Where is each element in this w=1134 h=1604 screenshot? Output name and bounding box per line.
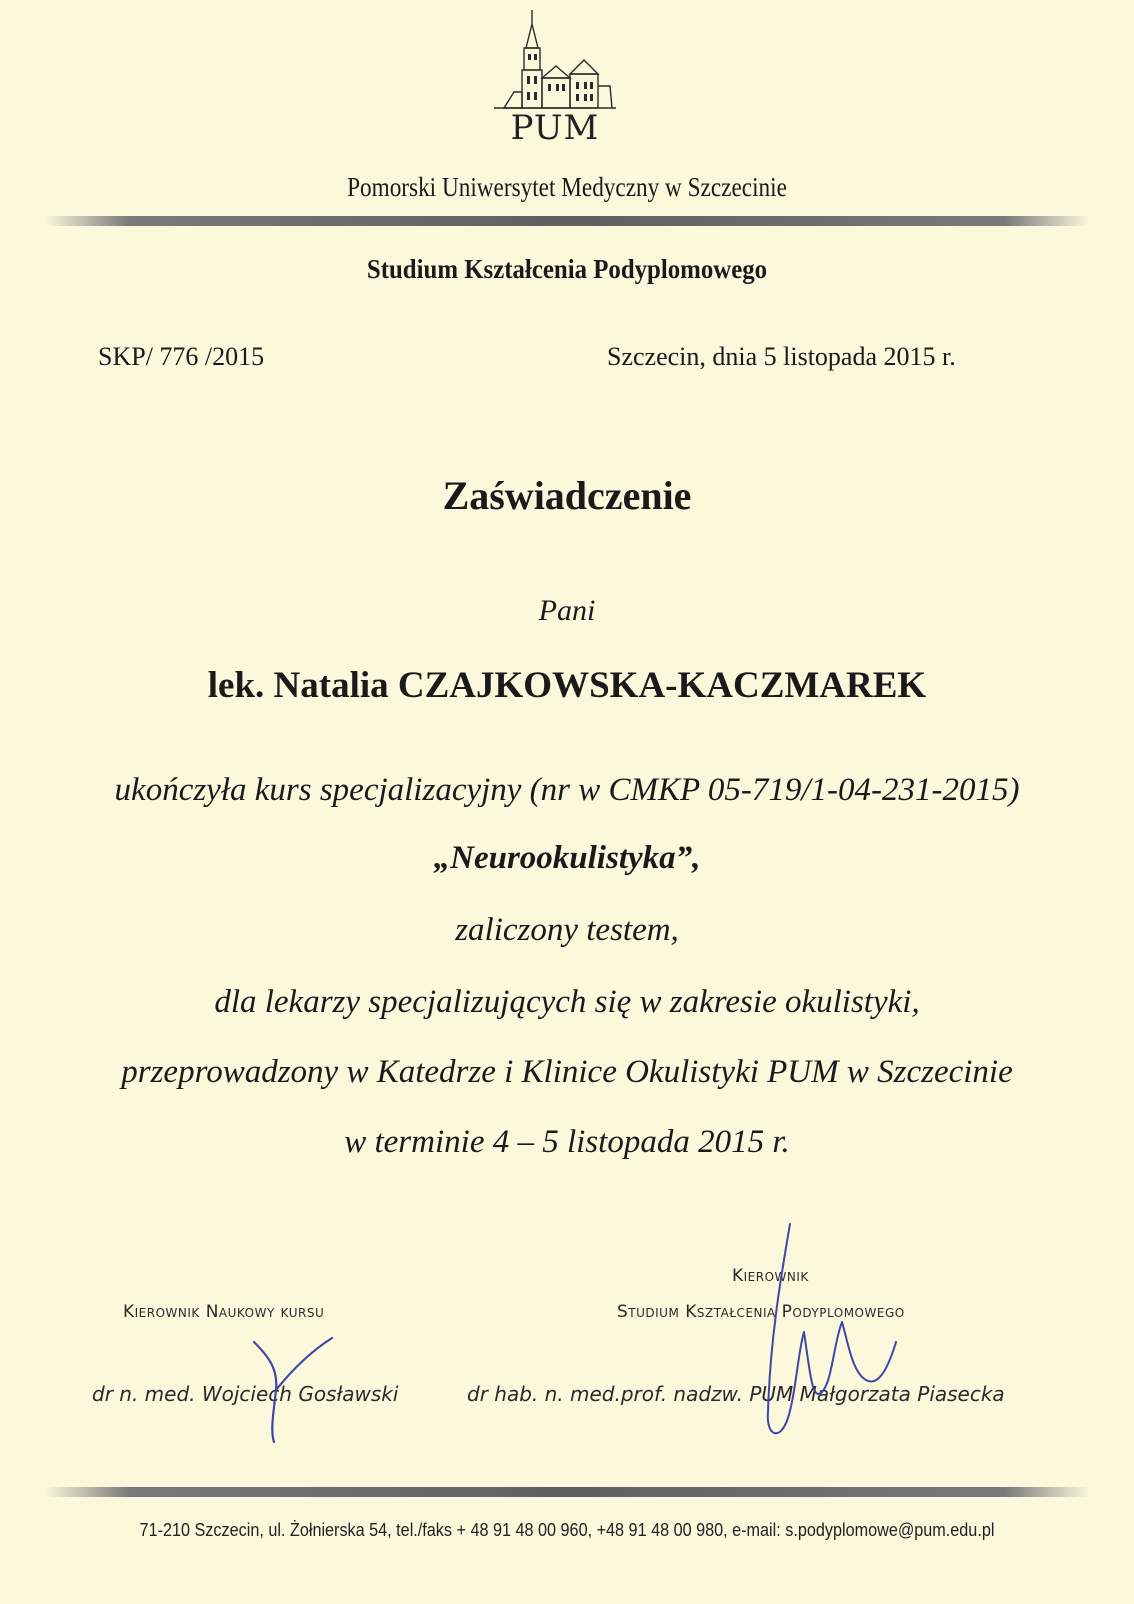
- body-line-course: ukończyła kurs specjalizacyjny (nr w CMKP 05-719/1-04-231-2015): [114, 772, 1020, 808]
- footer-contact: 71-210 Szczecin, ul. Żołnierska 54, tel./faks + 48 91 48 00 960, +48 91 48 00 980, e-mail: s.podyplomowe@pum.edu.pl: [139, 1520, 995, 1540]
- place-and-date: Szczecin, dnia 5 listopada 2015 r.: [607, 342, 956, 371]
- logo-wordmark: PUM: [510, 108, 600, 148]
- recipient-name: lek. Natalia CZAJKOWSKA-KACZMAREK: [207, 665, 927, 706]
- right-signature-icon: [740, 1222, 910, 1452]
- left-signatory-name: dr n. med. Wojciech Gosławski: [92, 1382, 399, 1406]
- body-line-dates: w terminie 4 – 5 listopada 2015 r.: [344, 1124, 790, 1160]
- document-title: Zaświadczenie: [442, 473, 692, 518]
- body-line-course-title: „Neurookulistyka”,: [433, 840, 701, 876]
- reference-number: SKP/ 776 /2015: [98, 342, 265, 371]
- university-name: Pomorski Uniwersytet Medyczny w Szczecinie: [347, 172, 787, 202]
- right-signatory-role-line1: Kierownik: [732, 1266, 809, 1286]
- right-signatory-role-line2: Studium Kształcenia Podyplomowego: [617, 1302, 905, 1322]
- footer-divider: [45, 1487, 1089, 1497]
- body-line-venue: przeprowadzony w Katedrze i Klinice Okulistyki PUM w Szczecinie: [121, 1054, 1013, 1090]
- header-divider: [45, 216, 1089, 226]
- salutation: Pani: [538, 594, 596, 627]
- body-line-audience: dla lekarzy specjalizujących się w zakresie okulistyki,: [214, 984, 920, 1020]
- department-name: Studium Kształcenia Podyplomowego: [366, 254, 768, 284]
- left-signatory-role: Kierownik Naukowy kursu: [123, 1302, 325, 1322]
- right-signatory-name: dr hab. n. med.prof. nadzw. PUM Małgorzata Piasecka: [467, 1382, 1005, 1406]
- body-line-test: zaliczony testem,: [455, 912, 679, 948]
